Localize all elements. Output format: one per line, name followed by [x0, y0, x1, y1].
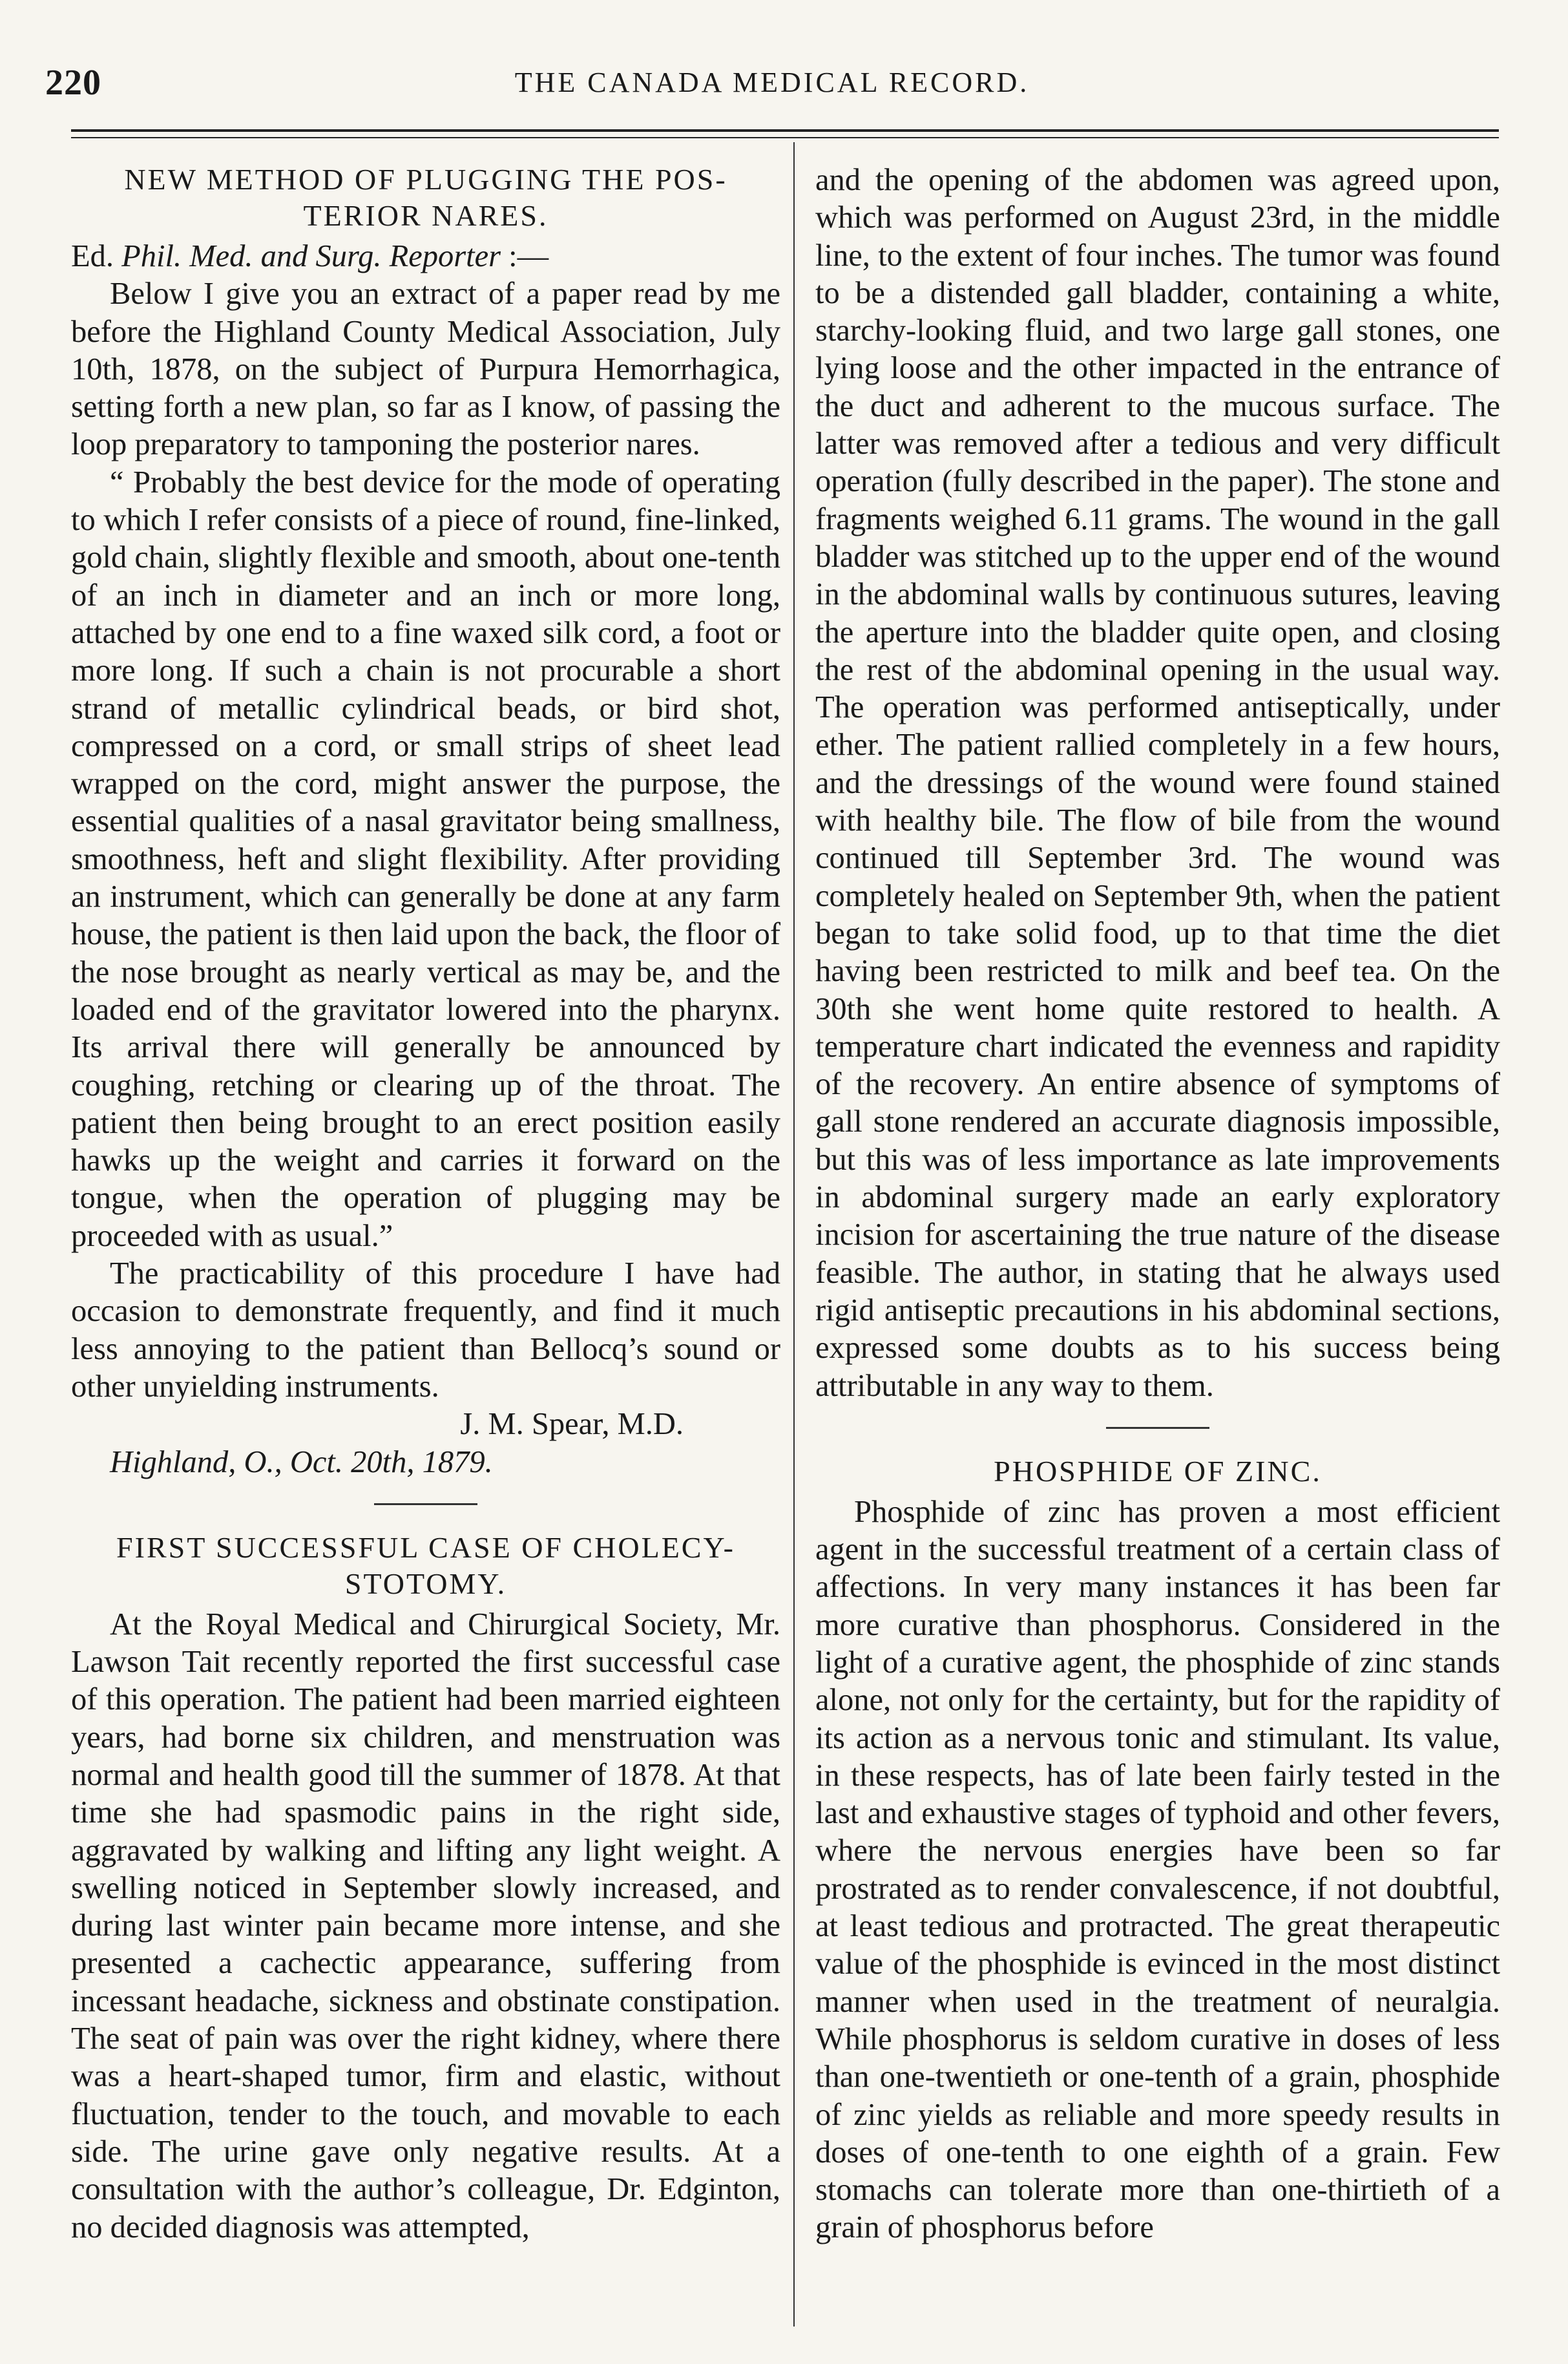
article-cholecystotomy [71, 1530, 780, 2246]
paragraph: Phosphide of zinc has proven a most efficient agent in the successful treatment of a certain class of affections. In very many instances it has been far more curative than phosphorus. Considered in the light of a curative agent, the phosphide of zinc stands alone, not only for the certainty, but for the rapidity of its action as a nervous tonic and stimulant. Its value, in these respects, has of late been fairly tested in the last and exhaustive stages of typhoid and other fevers, where the nervous energies have been so far prostrated as to render convalescence, if not doubtful, at least tedious and protracted. The great therapeutic value of the phosphide is evinced in the most distinct manner when used in the treatment of neuralgia. While phosphorus is seldom curative in doses of less than one-twentieth or one-tenth of a grain, phosphide of zinc yields as reliable and more speedy results in doses of one-tenth to one eighth of a grain. Few stomachs can tolerate more than one-thirtieth of a grain of phosphorus before [815, 1494, 1500, 2245]
column-divider [793, 142, 795, 2327]
author-signature: J. M. Spear, M.D. [460, 1407, 684, 1442]
right-column [815, 162, 1500, 2339]
article-plugging [71, 162, 780, 1481]
salutation-journal: Phil. Med. and Surg. Reporter [121, 239, 501, 273]
article-phosphide [815, 1453, 1500, 2247]
article-title-phosphide: PHOSPHIDE OF ZINC. [994, 1454, 1322, 1488]
paragraph: Below I give you an extract of a paper read by me before the Highland County Medical Association, July 10th, 1878, on the subject of Purpura Hemorrhagica, setting forth a new plan, so far as I know, of passing the loop preparatory to tamponing the posterior nares. [71, 277, 780, 462]
page-header [45, 62, 1499, 107]
title-line: NEW METHOD OF PLUGGING THE POS- [124, 163, 727, 196]
salutation-prefix: Ed. [71, 239, 122, 273]
title-line: TERIOR NARES. [303, 199, 549, 232]
paragraph: At the Royal Medical and Chirurgical Society, Mr. Lawson Tait recently reported the first successful case of this operation. The patient had been married eighteen years, had borne six children, and menstruation was normal and health good till the summer of 1878. At that time she had spasmodic pains in the right side, aggravated by walking and lifting any light weight. A swelling noticed in September slowly increased, and during last winter pain became more intense, and she presented a cachectic appearance, suffering from incessant headache, sickness and obstinate constipation. The seat of pain was over the right kidney, where there was a heart-shaped tumor, firm and elastic, without fluctuation, tender to the touch, and movable to each side. The urine gave only negative results. At a consultation with the author’s colleague, Dr. Edginton, no decided diagnosis was attempted, [71, 1607, 780, 2244]
article-title-plugging [71, 162, 780, 234]
page-number: 220 [45, 63, 101, 103]
title-line: FIRST SUCCESSFUL CASE OF CHOLECY- [116, 1530, 735, 1564]
dateline: Highland, O., Oct. 20th, 1879. [110, 1444, 493, 1479]
header-rule-thin [71, 137, 1499, 138]
left-column [71, 162, 780, 2339]
salutation [71, 238, 780, 275]
paragraph: The practicability of this procedure I have had occasion to demonstrate frequently, and find it much less annoying to the patient than Bellocq’s sound or other unyielding instruments. [71, 1256, 780, 1404]
header-rule [71, 129, 1499, 132]
article-title-cholecystotomy [71, 1530, 780, 1602]
section-divider [374, 1503, 477, 1505]
title-line: STOTOMY. [344, 1567, 507, 1600]
paragraph: “ Probably the best device for the mode of operating to which I refer consists of a piece of round, fine-linked, gold chain, slightly flexible and smooth, about one-tenth of an inch in diameter and an inch or more long, attached by one end to a fine waxed silk cord, a foot or more long. If such a chain is not procurable a short strand of metallic cylindrical beads, or bird shot, compressed on a cord, or small strips of sheet lead wrapped on the cord, might answer the purpose, the essential qualities of a nasal gravitator being smallness, smoothness, heft and slight flexibility. After providing an instrument, which can generally be done at any farm house, the patient is then laid upon the back, the floor of the nose brought as nearly vertical as may be, and the loaded end of the gravitator lowered into the pharynx. Its arrival there will generally be announced by coughing, retching or clearing up of the throat. The patient then being brought to an erect position easily hawks up the weight and carries it forward on the tongue, when the operation of plugging may be proceeded with as usual.” [71, 465, 780, 1253]
paragraph-continued: and the opening of the abdomen was agreed upon, which was performed on August 23rd, in the middle line, to the extent of four inches. The tumor was found to be a distended gall bladder, containing a white, starchy-looking fluid, and two large gall stones, one lying loose and the other impacted in the entrance of the duct and adherent to the mucous surface. The latter was removed after a tedious and very difficult operation (fully described in the paper). The stone and fragments weighed 6.11 grams. The wound in the gall bladder was stitched up to the upper end of the wound in the abdominal walls by continuous sutures, leaving the aperture into the bladder quite open, and closing the rest of the abdominal opening in the usual way. The operation was performed antiseptically, under ether. The patient rallied completely in a few hours, and the dressings of the wound were found stained with healthy bile. The flow of bile from the wound continued till September 3rd. The wound was completely healed on September 9th, when the patient began to take solid food, up to that time the diet having been restricted to milk and beef tea. On the 30th she went home quite restored to health. A temperature chart indicated the evenness and rapidity of the recovery. An entire absence of symptoms of gall stone rendered an accurate diagnosis impossible, but this was of less importance as late improvements in abdominal surgery made an early exploratory incision for ascertaining the true nature of the disease feasible. The author, in stating that he always used rigid antiseptic precautions in his abdominal sections, expressed some doubts as to his success being attributable in any way to them. [815, 163, 1500, 1403]
salutation-suffix: :— [501, 239, 549, 273]
section-divider [1106, 1427, 1209, 1429]
journal-title: THE CANADA MEDICAL RECORD. [514, 67, 1030, 98]
